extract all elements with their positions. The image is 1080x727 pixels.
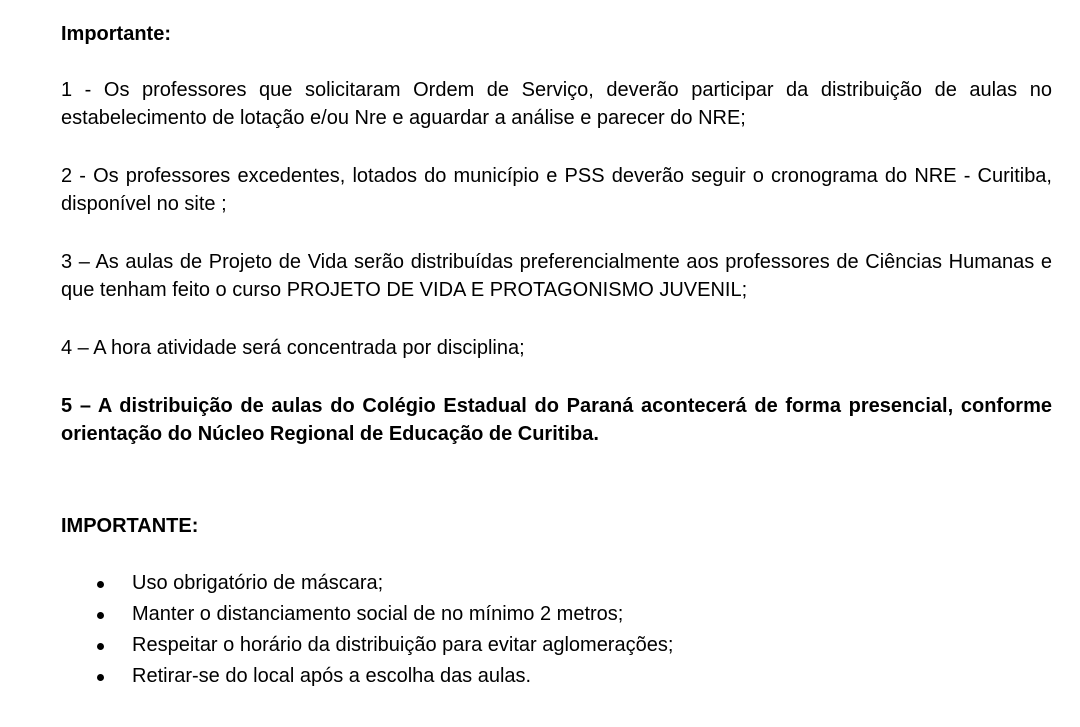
bullet-icon: [97, 612, 104, 619]
bullet-icon: [97, 674, 104, 681]
item-3: 3 – As aulas de Projeto de Vida serão distribuídas preferencialmente aos professores de Ciências Humanas e que tenham feito o curso PROJETO DE VIDA E PROTAGONISMO JUVENIL;: [61, 251, 1052, 301]
item-1: 1 - Os professores que solicitaram Ordem de Serviço, deverão participar da distribuição de aulas no estabelecimento de lotação e/ou Nre e aguardar a análise e parecer do NRE;: [61, 79, 1052, 129]
bullet-icon: [97, 643, 104, 650]
bullet-list: [61, 568, 1052, 692]
item-4: 4 – A hora atividade será concentrada por disciplina;: [61, 337, 525, 359]
list-item-text: Respeitar o horário da distribuição para evitar aglomerações;: [132, 634, 674, 656]
list-item: [61, 568, 1052, 599]
item-5-bold: 5 – A distribuição de aulas do Colégio Estadual do Paraná acontecerá de forma presencial, conforme orientação do Núcleo Regional de Educação de Curitiba.: [61, 395, 1052, 445]
list-item: [61, 630, 1052, 661]
bullet-icon: [97, 581, 104, 588]
heading-important-caps: IMPORTANTE:: [61, 515, 199, 537]
heading-importante: Importante:: [61, 23, 171, 45]
list-item-text: Manter o distanciamento social de no mínimo 2 metros;: [132, 603, 624, 625]
item-2: 2 - Os professores excedentes, lotados do município e PSS deverão seguir o cronograma do NRE - Curitiba, disponível no site ;: [61, 165, 1052, 215]
list-item: [61, 661, 1052, 692]
list-item-text: Uso obrigatório de máscara;: [132, 572, 384, 594]
list-item: [61, 599, 1052, 630]
list-item-text: Retirar-se do local após a escolha das aulas.: [132, 665, 532, 687]
document: [61, 20, 1052, 692]
